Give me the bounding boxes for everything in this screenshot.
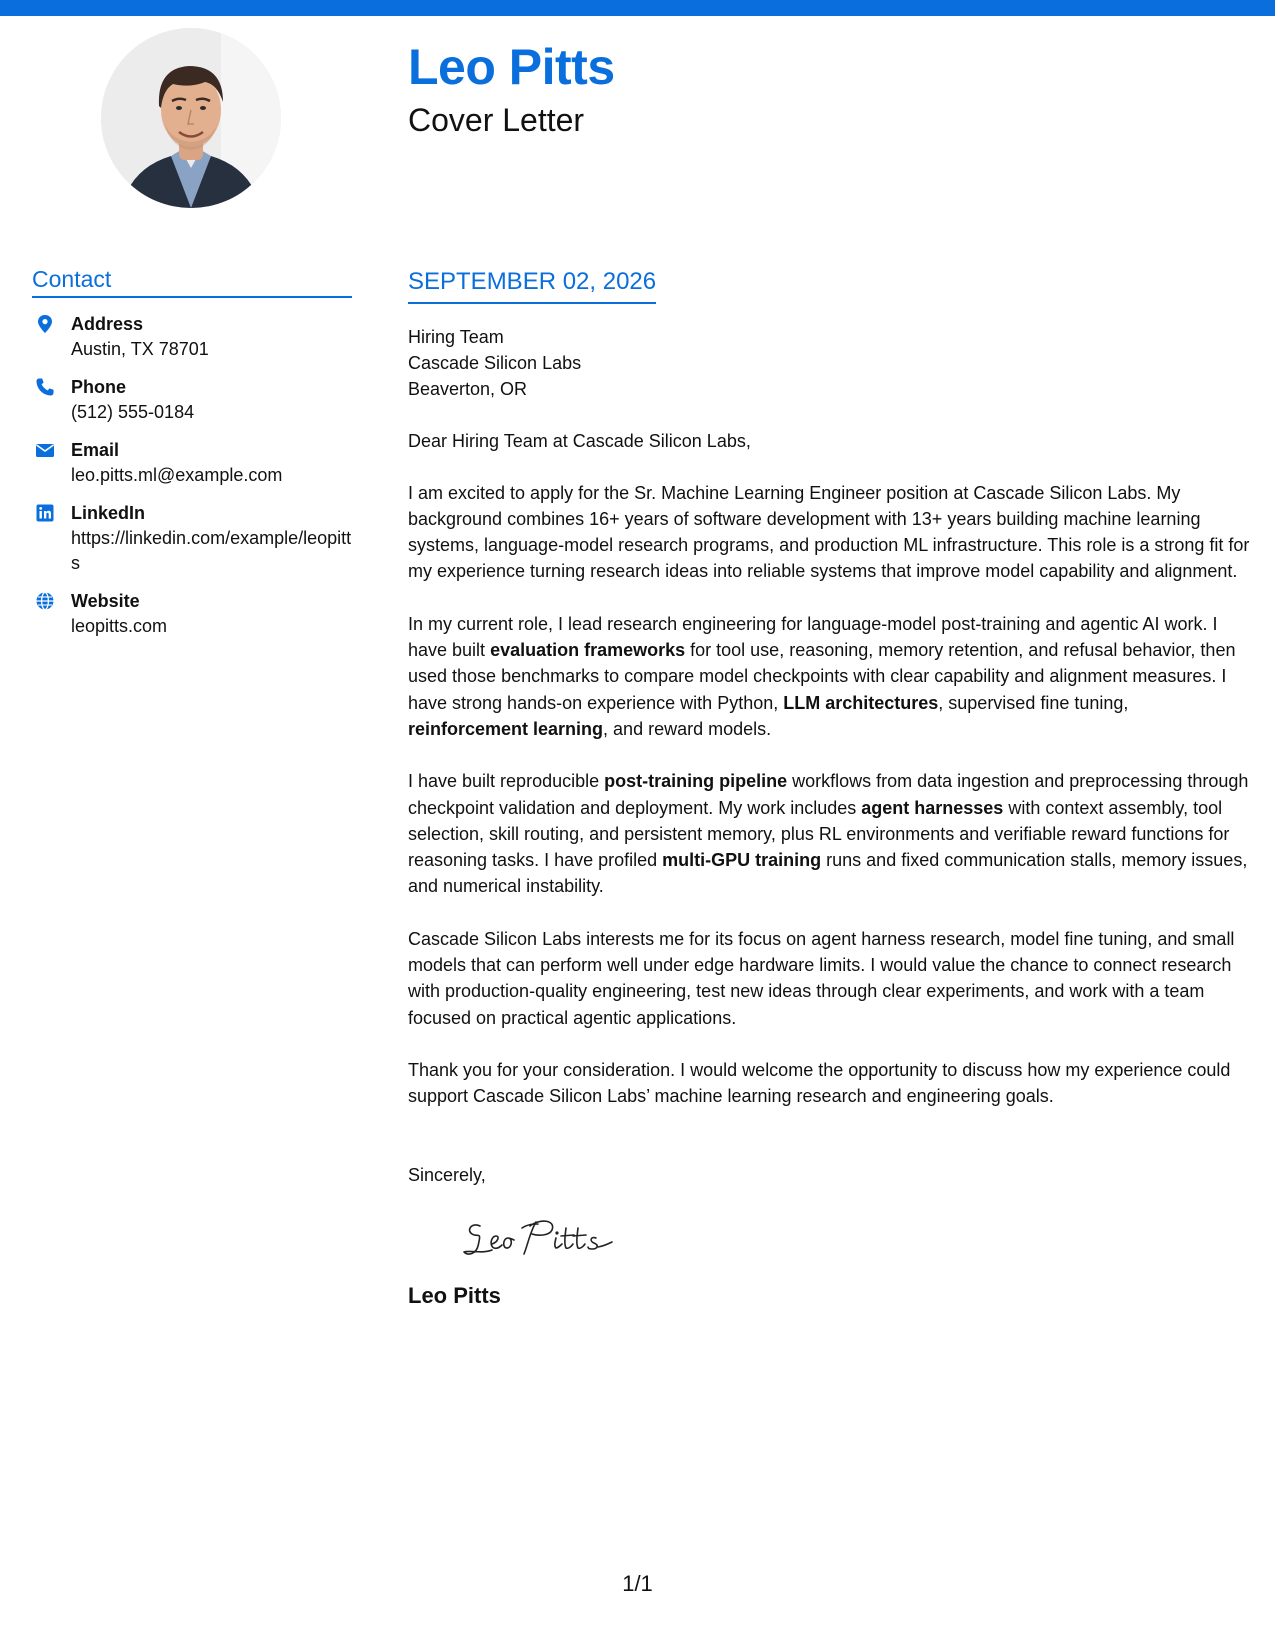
paragraph-text: for tool use, reasoning, memory retention, and refusal behavior, then used those benchmarks to compare model checkpoints with clear capability and alignment measures. I have strong hands-on experience with Python, xyxy=(408,640,1236,713)
paragraph-text: Cascade Silicon Labs interests me for its focus on agent harness research, model fine tuning, and small models that can perform well under edge hardware limits. I would value the chance to connect research with production-quality engineering, test new ideas through clear experiments, and work with a team focused on practical agentic applications. xyxy=(408,928,1235,1028)
document-subtitle: Cover Letter xyxy=(408,102,585,138)
emphasized-phrase: multi-GPU training xyxy=(662,850,822,871)
letter-body xyxy=(408,268,1250,1310)
signature-drawing xyxy=(458,1206,628,1266)
paragraph-text: workflows from data ingestion and preprocessing through checkpoint validation and deployment. My work includes xyxy=(408,771,1249,818)
contact-item-address xyxy=(32,312,352,362)
letter-paragraph xyxy=(408,480,1250,585)
letter-paragraph xyxy=(408,611,1250,742)
paragraph-text: , supervised fine tuning, xyxy=(938,692,1129,713)
handwritten-signature xyxy=(458,1206,628,1266)
contact-value[interactable]: https://linkedin.com/example/leopitts xyxy=(71,528,352,574)
contact-item-phone xyxy=(32,375,352,425)
profile-photo xyxy=(101,28,281,208)
paragraph-text: Thank you for your consideration. I would welcome the opportunity to discuss how my experience could support Cascade Silicon Labs’ machine learning research and engineering goals. xyxy=(408,1059,1231,1107)
signer-name: Leo Pitts xyxy=(408,1282,501,1308)
recipient-line: Cascade Silicon Labs xyxy=(408,352,582,373)
paragraph-text: I have built reproducible xyxy=(408,771,605,792)
globe-icon xyxy=(35,591,55,611)
recipient-line: Hiring Team xyxy=(408,326,504,347)
letter-paragraph xyxy=(408,1057,1250,1110)
emphasized-phrase: LLM architectures xyxy=(783,692,939,713)
paragraph-text: runs and fixed communication stalls, memory issues, and numerical instability. xyxy=(408,850,1248,897)
map-pin-icon xyxy=(35,314,55,334)
contact-label: Phone xyxy=(71,377,127,398)
phone-icon xyxy=(35,377,55,397)
salutation: Dear Hiring Team at Cascade Silicon Labs, xyxy=(408,430,751,451)
paragraph-text: with context assembly, tool selection, skill routing, and persistent memory, plus RL environments and verifiable reward functions for reasoning tasks. I have profiled xyxy=(408,797,1230,871)
top-accent-bar xyxy=(0,0,1275,16)
contact-item-website xyxy=(32,589,352,639)
applicant-name-heading: Leo Pitts xyxy=(408,39,615,95)
contact-label: Address xyxy=(71,314,144,335)
paragraph-text: In my current role, I lead research engineering for language-model post-training and agentic AI work. I have built xyxy=(408,613,1218,661)
portrait-illustration xyxy=(101,28,281,208)
contact-label: Website xyxy=(71,591,140,612)
paragraph-text: I am excited to apply for the Sr. Machine Learning Engineer position at Cascade Silicon Labs. My background combines 16+ years of software development with 13+ years building machine learning systems, language-model research programs, and production ML infrastructure. This role is a strong fit for my experience turning research ideas into reliable systems that improve model capability and alignment. xyxy=(408,482,1250,582)
linkedin-icon xyxy=(35,503,55,523)
emphasized-phrase: post-training pipeline xyxy=(604,771,788,792)
emphasized-phrase: evaluation frameworks xyxy=(490,640,686,661)
contact-list xyxy=(32,312,352,639)
letter-date: SEPTEMBER 02, 2026 xyxy=(408,268,656,304)
recipient-block xyxy=(408,324,1250,402)
contact-heading: Contact xyxy=(32,266,352,298)
paragraph-text: , and reward models. xyxy=(603,718,772,739)
contact-label: LinkedIn xyxy=(71,503,146,524)
recipient-line: Beaverton, OR xyxy=(408,378,528,399)
emphasized-phrase: reinforcement learning xyxy=(408,718,604,739)
page-number: 1/1 xyxy=(622,1571,653,1596)
emphasized-phrase: agent harnesses xyxy=(861,797,1004,818)
contact-value[interactable]: leo.pitts.ml@example.com xyxy=(71,465,283,486)
contact-item-linkedin xyxy=(32,501,352,576)
envelope-icon xyxy=(35,440,55,460)
letter-paragraph xyxy=(408,768,1250,899)
contact-label: Email xyxy=(71,440,120,461)
contact-value[interactable]: leopitts.com xyxy=(71,616,168,637)
contact-value: (512) 555-0184 xyxy=(71,402,195,423)
contact-item-email xyxy=(32,438,352,488)
letter-paragraph xyxy=(408,926,1250,1031)
closing-line: Sincerely, xyxy=(408,1164,486,1185)
contact-value: Austin, TX 78701 xyxy=(71,339,209,360)
contact-sidebar xyxy=(32,266,352,652)
